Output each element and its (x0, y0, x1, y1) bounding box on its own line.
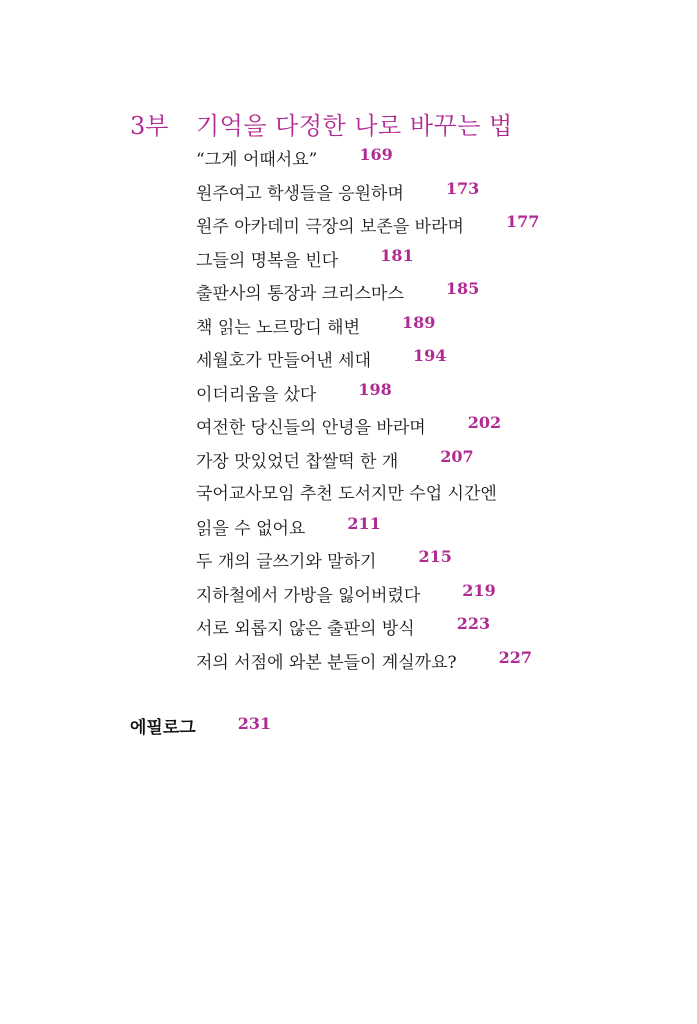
toc-entry-title: 지하철에서 가방을 잃어버렸다 (196, 585, 421, 606)
toc-entry-title: 출판사의 통장과 크리스마스 (196, 284, 404, 304)
part-heading (130, 106, 513, 142)
toc-entry-page: 202 (467, 413, 502, 432)
toc-entry[interactable] (196, 210, 656, 244)
toc-entry-title: 가장 맛있었던 찹쌀떡 한 개 (196, 451, 399, 472)
part-title: 기억을 다정한 나로 바꾸는 법 (196, 112, 513, 140)
toc-entry-title: 이더리움을 샀다 (196, 384, 317, 405)
toc-entry-page: 185 (445, 279, 480, 298)
toc-entry-page: 169 (359, 145, 393, 164)
toc-entry[interactable] (196, 646, 656, 680)
toc-entry-title: 서로 외롭지 않은 출판의 방식 (196, 619, 415, 639)
part-number: 3부 (130, 112, 169, 140)
toc-entry[interactable] (196, 244, 656, 278)
toc-entry[interactable] (196, 344, 656, 378)
toc-entry[interactable] (196, 378, 656, 412)
epilogue-entry[interactable] (130, 712, 271, 744)
toc-entry-title: 여전한 당신들의 안녕을 바라며 (196, 418, 426, 438)
toc-entry-page: 215 (418, 547, 452, 566)
toc-entry[interactable] (196, 445, 656, 479)
toc-entry-page: 194 (413, 346, 447, 365)
toc-entry[interactable] (196, 411, 656, 445)
toc-entry-title: 읽을 수 없어요 (196, 518, 306, 539)
toc-entry-title: 그들의 명복을 빈다 (196, 250, 339, 271)
toc-entry-title: 국어교사모임 추천 도서지만 수업 시간엔 (196, 484, 497, 504)
toc-entry-list (196, 143, 656, 679)
toc-entry-title: 책 읽는 노르망디 해변 (196, 317, 361, 338)
toc-entry[interactable] (196, 177, 656, 211)
toc-entry-page: 198 (358, 379, 392, 399)
toc-entry-page: 223 (456, 614, 491, 633)
toc-entry[interactable] (196, 143, 656, 177)
toc-entry-page: 207 (440, 446, 474, 466)
toc-entry-page: 189 (402, 312, 436, 332)
toc-entry-title: 두 개의 글쓰기와 말하기 (196, 552, 377, 572)
toc-entry[interactable] (196, 579, 656, 613)
toc-entry-page: 173 (445, 178, 480, 198)
toc-entry-title: 원주 아카데미 극장의 보존을 바라며 (196, 217, 464, 237)
toc-entry-title: 원주여고 학생들을 응원하며 (196, 183, 404, 204)
toc-entry-title: “그게 어때서요” (196, 150, 318, 170)
toc-entry-page: 181 (380, 245, 414, 265)
toc-entry-title: 세월호가 만들어낸 세대 (196, 351, 372, 371)
epilogue-page: 231 (237, 714, 272, 733)
toc-entry-page: 227 (498, 647, 533, 667)
toc-entry-page: 219 (462, 580, 496, 600)
epilogue-title: 에필로그 (130, 718, 196, 738)
toc-entry-title: 저의 서점에 와본 분들이 계실까요? (196, 652, 457, 673)
toc-entry[interactable] (196, 545, 656, 579)
toc-entry[interactable] (196, 612, 656, 646)
toc-entry-page: 211 (347, 513, 381, 533)
toc-entry-page: 177 (505, 212, 540, 231)
toc-entry[interactable] (196, 478, 656, 512)
